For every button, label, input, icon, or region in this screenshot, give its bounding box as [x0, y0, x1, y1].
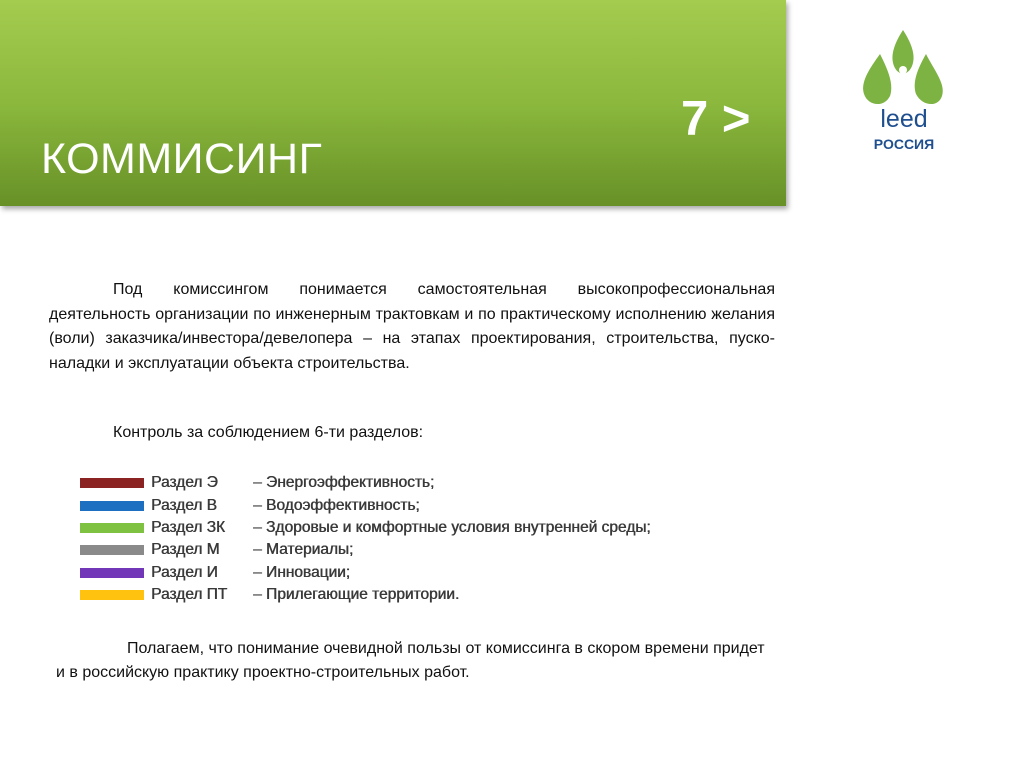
- section-description: – Инновации;: [253, 563, 350, 581]
- section-color-swatch: [80, 545, 144, 555]
- slide-title: КОММИСИНГ: [41, 135, 323, 183]
- section-description: – Материалы;: [253, 541, 354, 559]
- section-description: – Здоровые и комфортные условия внутренней среды;: [253, 518, 651, 536]
- section-label: Раздел В: [151, 496, 217, 514]
- section-color-swatch: [80, 501, 144, 511]
- sections-list: [80, 472, 780, 606]
- section-color-swatch: [80, 568, 144, 578]
- intro-paragraph: Под комиссингом понимается самостоятельная высокопрофессиональная деятельность организации по инженерным трактовкам и по практическому исполнению желания (воли) заказчика/инвестора/девелопера – на этапах проектирования, строительства, пуско-наладки и эксплуатации объекта строительства.: [49, 281, 775, 372]
- section-label: Раздел М: [151, 541, 220, 559]
- section-row: [80, 494, 780, 516]
- section-row: [80, 539, 780, 561]
- section-row: [80, 584, 780, 606]
- control-line: Контроль за соблюдением 6-ти разделов:: [113, 424, 424, 441]
- section-row: [80, 562, 780, 584]
- closing-paragraph: Полагаем, что понимание очевидной пользы от комиссинга в скором времени придет и в российскую практику проектно-строительных работ.: [56, 640, 765, 681]
- section-color-swatch: [80, 478, 144, 488]
- logo-word: leed: [880, 105, 928, 133]
- section-description: – Водоэффективность;: [253, 496, 420, 514]
- section-description: – Прилегающие территории.: [253, 586, 460, 604]
- section-label: Раздел Э: [151, 474, 218, 492]
- logo-subtitle: РОССИЯ: [873, 136, 935, 152]
- section-row: [80, 472, 780, 494]
- section-label: Раздел ЗК: [151, 518, 225, 536]
- slide-number: 7 >: [681, 92, 751, 146]
- section-description: – Энергоэффективность;: [253, 474, 435, 492]
- section-color-swatch: [80, 523, 144, 533]
- section-color-swatch: [80, 590, 144, 600]
- section-label: Раздел ПТ: [151, 586, 228, 604]
- section-row: [80, 517, 780, 539]
- section-label: Раздел И: [151, 563, 218, 581]
- header-band: [0, 0, 786, 206]
